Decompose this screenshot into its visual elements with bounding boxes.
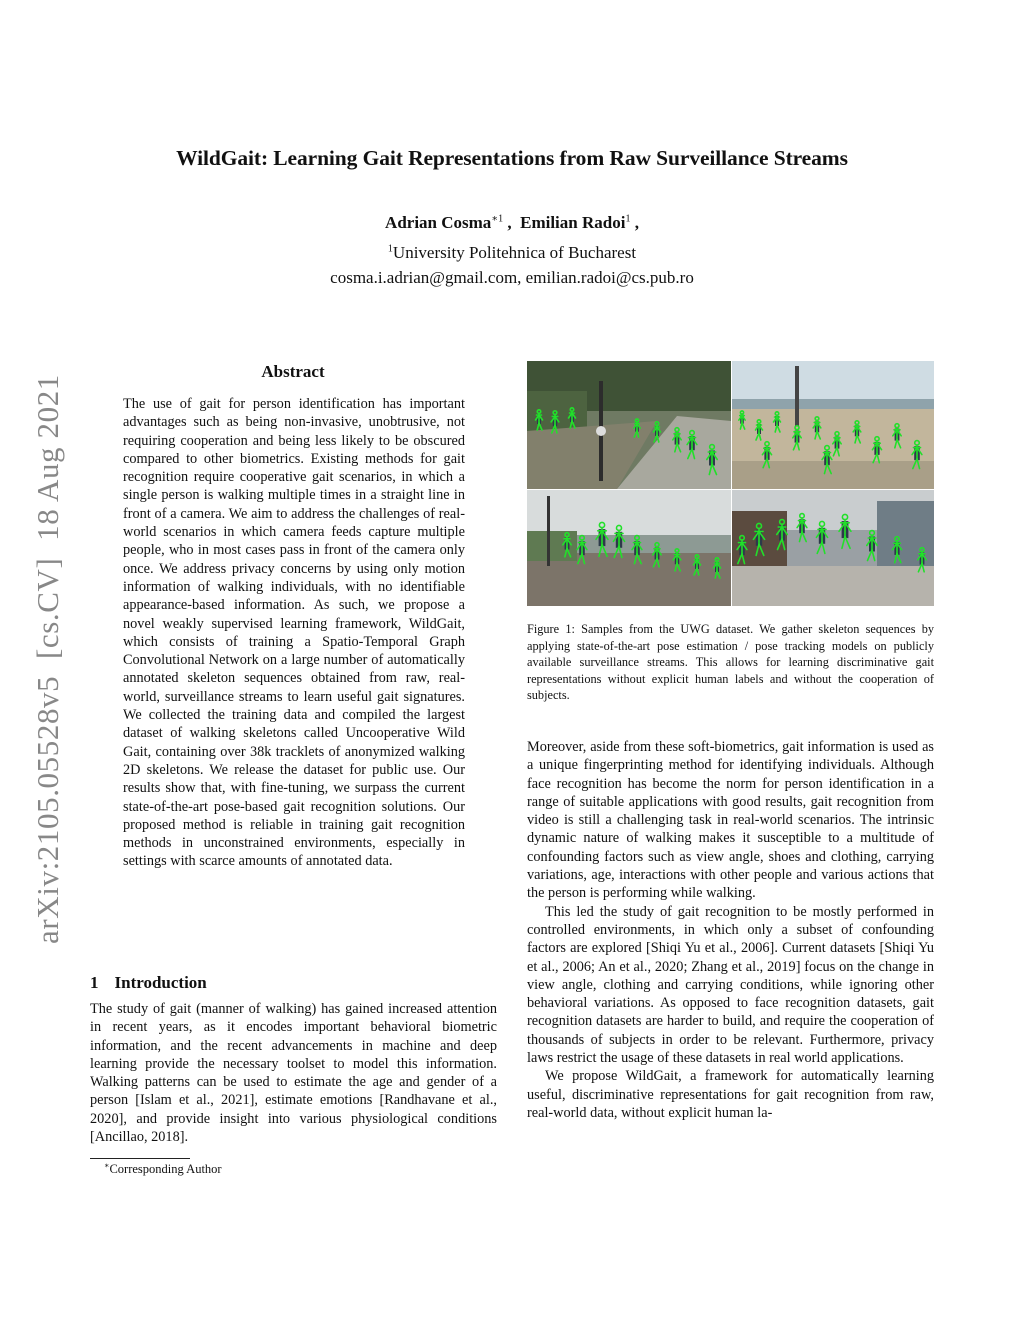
author-name: Emilian Radoi (520, 213, 626, 232)
author-trail: , (630, 213, 639, 232)
paragraph: Moreover, aside from these soft-biometrics, gait information is used as a unique fingerprinting method for identifying individuals. Although face recognition has become the norm for person identification in a range of suitable applications with good results, gait recognition from video is still a challenging task in real-world scenarios. The intrinsic dynamic nature of walking makes it susceptible to a multitude of confounding factors such as view angle, shoes and clothing, carrying variations, age, interactions with other people and various actions that the person is performing while walking. (527, 739, 934, 902)
affiliation-name: University Politehnica of Bucharest (392, 243, 637, 262)
abstract-heading: Abstract (261, 362, 325, 381)
author-separator: , (503, 213, 521, 232)
panel-waterfront (527, 490, 731, 606)
arxiv-identifier: arXiv:2105.05528v5 [cs.CV] 18 Aug 2021 (30, 374, 65, 944)
author-emails: cosma.i.adrian@gmail.com, emilian.radoi@cs.pub.ro (330, 268, 694, 287)
panel-promenade (527, 361, 731, 489)
section-title: Introduction (114, 973, 207, 992)
affiliation-mark: 1 (387, 243, 393, 255)
paper-title: WildGait: Learning Gait Representations from Raw Surveillance Streams (176, 146, 848, 170)
right-column-body (527, 738, 934, 1122)
author-affil-mark: 1 (625, 213, 631, 225)
section-number: 1 (90, 973, 99, 992)
abstract-body: The use of gait for person identification has important advantages such as being non-invasive, unobtrusive, not requiring cooperation and being less likely to be obscured compared to other biometrics. Existing methods for gait recognition require cooperative gait scenarios, in which a single person is walking multiple times in a straight line in front of a camera. We aim to address the challenges of real-world scenarios in which camera feeds capture multiple people, who in most cases pass in front of the camera only once. We address privacy concerns by using only motion information of walking individuals, with no identifiable appearance-based information. As such, we propose a novel weakly supervised learning framework, WildGait, which consists of training a Spatio-Temporal Graph Convolutional Network on a large number of automatically annotated skeleton sequences obtained from raw, real-world, surveillance streams to learn useful gait signatures. We collected the training data and compiled the largest dataset of walking skeletons called Uncooperative Wild Gait, containing over 38k tracklets of anonymized walking 2D skeletons. We release the dataset for public use. Our results show that, with fine-tuning, we surpass the current state-of-the-art pose-based gait recognition solutions. Our proposed method is reliable in training gait recognition methods in unconstrained environments, especially in settings with scarce amounts of annotated data. (123, 396, 465, 870)
author-name: Adrian Cosma (385, 213, 492, 232)
author-affil-mark: ∗1 (491, 213, 504, 225)
figure-caption: Figure 1: Samples from the UWG dataset. We gather skeleton sequences by applying state-of-the-art pose estimation / pose tracking models on publicly available surveillance streams. This allows for learning discriminative gait representations without explicit human labels and without the cooperation of subjects. (527, 622, 934, 702)
section-heading (90, 973, 207, 993)
panel-mall (732, 490, 934, 606)
author-list (0, 213, 1024, 233)
figure-collage (527, 361, 934, 606)
figure-image (527, 361, 934, 606)
paragraph: We propose WildGait, a framework for automatically learning useful, discriminative representations for gait recognition from raw, real-world data, without explicit human la- (527, 1068, 934, 1121)
footnote (104, 1161, 222, 1177)
introduction-body: The study of gait (manner of walking) has gained increased attention in recent years, as it encodes important behavioral biometric information, and the recent advancements in machine and deep learning provide the necessary toolset to model this information. Walking patterns can be used to estimate the age and gender of a person [Islam et al., 2021], estimate emotions [Randhavane et al., 2020], and provide insight into various physiological conditions [Ancillao, 2018]. (90, 1001, 497, 1146)
footnote-mark: ∗ (104, 1161, 110, 1170)
footnote-text: Corresponding Author (109, 1162, 222, 1177)
footnote-divider (90, 1158, 190, 1159)
affiliation (0, 243, 1024, 263)
paragraph: This led the study of gait recognition to be mostly performed in controlled environments, in which only a subset of confounding factors are explored [Shiqi Yu et al., 2006]. Current datasets [Shiqi Yu et al., 2006; An et al., 2020; Zhang et al., 2019] focus on the change in view angle, clothing and carrying conditions, while ignoring other behavioral variations. As opposed to face recognition datasets, gait recognition datasets are harder to build, and require the cooperation of thousands of subjects in order to be relevant. Furthermore, privacy laws restrict the usage of these datasets in real world applications. (527, 903, 934, 1067)
